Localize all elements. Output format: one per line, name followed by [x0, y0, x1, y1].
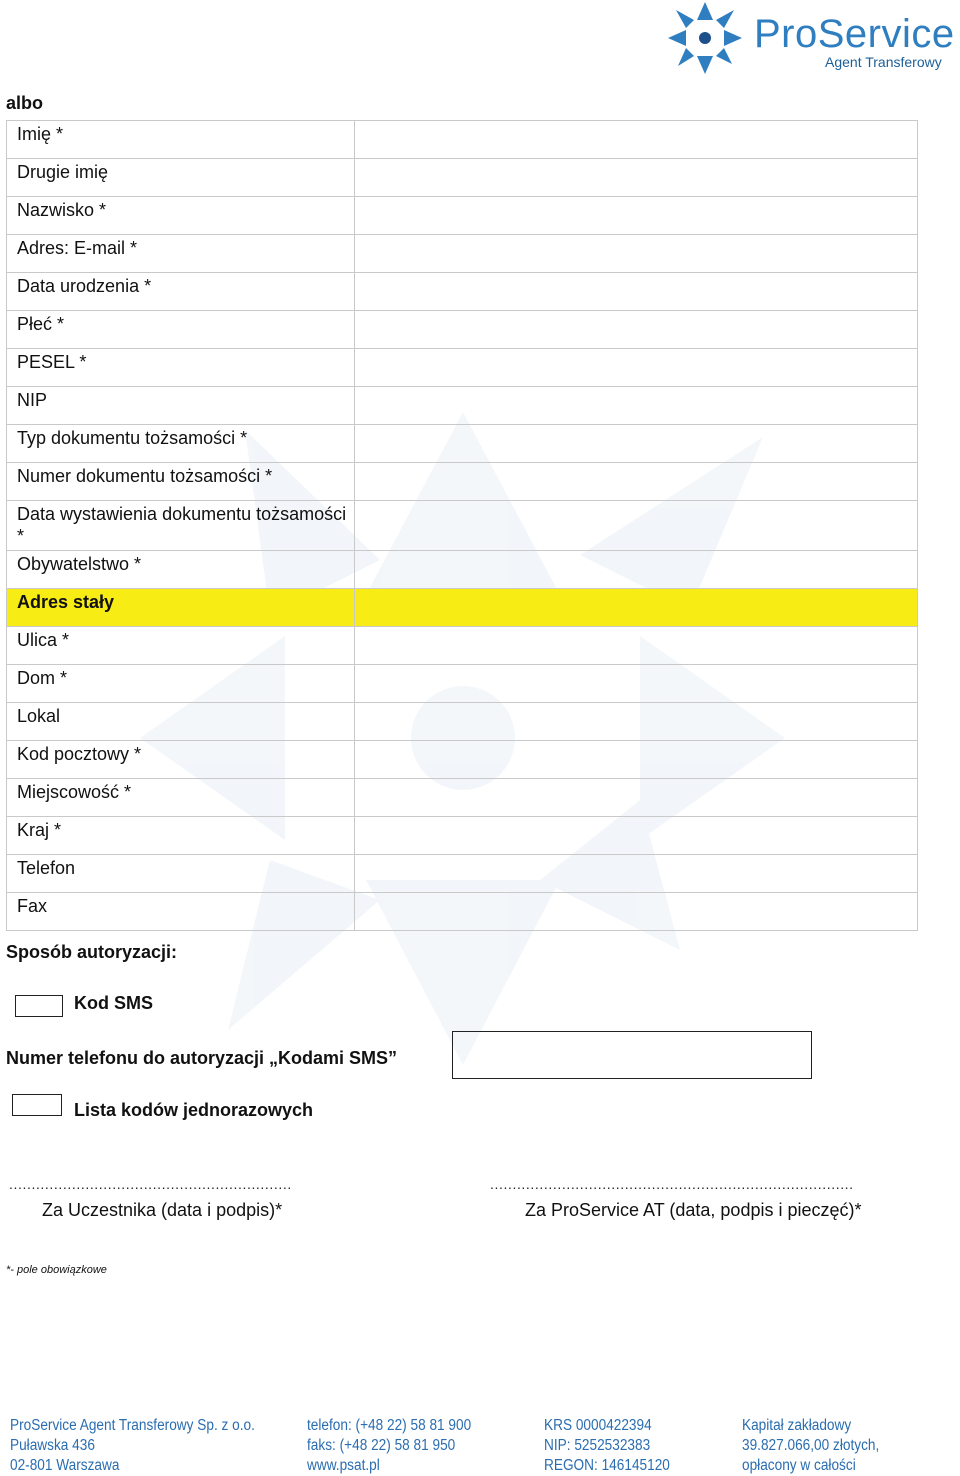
- footer-fax: faks: (+48 22) 58 81 950: [307, 1437, 456, 1454]
- form-row-label: Data wystawienia dokumentu tożsamości *: [17, 504, 347, 546]
- form-row: [7, 273, 918, 311]
- form-row: [7, 235, 918, 273]
- agent-signature-line: .................................................................................: [490, 1176, 854, 1192]
- form-row-label: Ulica *: [17, 630, 70, 650]
- albo-heading: albo: [6, 93, 44, 113]
- footer-website: www.psat.pl: [307, 1457, 380, 1474]
- form-row-label-cell: [7, 855, 355, 893]
- form-row-value-field[interactable]: [355, 197, 918, 235]
- form-row-value-field[interactable]: [355, 627, 918, 665]
- form-row-label-cell: [7, 779, 355, 817]
- form-row-value-field[interactable]: [355, 121, 918, 159]
- footer-contact: [307, 1416, 471, 1476]
- form-row-value-field[interactable]: [355, 425, 918, 463]
- agent-signature-caption: Za ProService AT (data, podpis i pieczęć)*: [525, 1200, 862, 1220]
- form-row-label: Kod pocztowy *: [17, 744, 142, 764]
- form-row: [7, 855, 918, 893]
- form-row: [7, 387, 918, 425]
- form-row: [7, 665, 918, 703]
- form-row-label-cell: [7, 463, 355, 501]
- form-row-value-field[interactable]: [355, 551, 918, 589]
- form-row: [7, 817, 918, 855]
- form-row-label-cell: [7, 551, 355, 589]
- participant-signature-line: ...............................................................: [9, 1176, 292, 1192]
- form-row-value-field[interactable]: [355, 741, 918, 779]
- footer-registry: [544, 1416, 670, 1476]
- form-row-value-field[interactable]: [355, 235, 918, 273]
- form-row-label-cell: [7, 197, 355, 235]
- form-row: [7, 779, 918, 817]
- form-row: [7, 551, 918, 589]
- form-row-label: Dom *: [17, 668, 68, 688]
- form-row: [7, 349, 918, 387]
- footer-company: [10, 1416, 255, 1476]
- form-row-value-field[interactable]: [355, 855, 918, 893]
- footer-capital: [742, 1416, 879, 1476]
- form-row-value-field[interactable]: [355, 817, 918, 855]
- star-logo-icon: [668, 2, 750, 74]
- form-row-value-field[interactable]: [355, 893, 918, 931]
- sms-phone-label: Numer telefonu do autoryzacji „Kodami SMS”: [6, 1048, 398, 1068]
- form-row-label: Adres: E-mail *: [17, 238, 138, 258]
- form-row: [7, 893, 918, 931]
- form-row-value-field[interactable]: [355, 273, 918, 311]
- form-row-label-cell: [7, 311, 355, 349]
- form-row-label: Data urodzenia *: [17, 276, 152, 296]
- form-row-value-field[interactable]: [355, 159, 918, 197]
- form-row-label: Adres stały: [17, 592, 115, 612]
- form-row-label-cell: [7, 273, 355, 311]
- form-row-label: NIP: [17, 390, 48, 410]
- form-row: [7, 197, 918, 235]
- auth-method-heading: Sposób autoryzacji:: [6, 942, 178, 962]
- footer-capital-amount: 39.827.066,00 złotych,: [742, 1437, 880, 1454]
- section-header-cell: [355, 589, 918, 627]
- footer-city: 02-801 Warszawa: [10, 1457, 120, 1474]
- form-row-label: Płeć *: [17, 314, 65, 334]
- personal-data-form: [6, 120, 918, 931]
- form-row-label-cell: [7, 349, 355, 387]
- form-row-value-field[interactable]: [355, 665, 918, 703]
- footer-street: Puławska 436: [10, 1437, 95, 1454]
- form-row-label-cell: [7, 159, 355, 197]
- footer-capital-paid: opłacony w całości: [742, 1457, 856, 1474]
- form-row-value-field[interactable]: [355, 779, 918, 817]
- form-row-label: Lokal: [17, 706, 61, 726]
- form-row-label: PESEL *: [17, 352, 87, 372]
- logo-subtitle: Agent Transferowy: [825, 54, 942, 70]
- one-time-codes-checkbox[interactable]: [12, 1094, 62, 1116]
- form-row-value-field[interactable]: [355, 703, 918, 741]
- form-row: [7, 425, 918, 463]
- form-row-label: Kraj *: [17, 820, 62, 840]
- form-row-label-cell: [7, 121, 355, 159]
- form-row-label-cell: [7, 627, 355, 665]
- form-row-label-cell: [7, 817, 355, 855]
- sms-code-checkbox[interactable]: [15, 995, 63, 1017]
- form-row: [7, 121, 918, 159]
- footer-krs: KRS 0000422394: [544, 1417, 652, 1434]
- logo-wordmark: ProService: [754, 12, 955, 56]
- form-row-label: Typ dokumentu tożsamości *: [17, 428, 248, 448]
- form-row-label-cell: [7, 665, 355, 703]
- footer-regon: REGON: 146145120: [544, 1457, 670, 1474]
- form-row-label: Nazwisko *: [17, 200, 107, 220]
- form-row-label: Miejscowość *: [17, 782, 132, 802]
- form-row-label-cell: [7, 589, 355, 627]
- footer-company-name: ProService Agent Transferowy Sp. z o.o.: [10, 1417, 255, 1434]
- form-row-value-field[interactable]: [355, 501, 918, 551]
- form-row-value-field[interactable]: [355, 387, 918, 425]
- form-row: [7, 589, 918, 627]
- form-row: [7, 627, 918, 665]
- sms-phone-field[interactable]: [452, 1031, 812, 1079]
- one-time-codes-label: Lista kodów jednorazowych: [74, 1100, 314, 1120]
- form-row-label-cell: [7, 893, 355, 931]
- form-row-value-field[interactable]: [355, 349, 918, 387]
- form-row-label-cell: [7, 387, 355, 425]
- form-row-label-cell: [7, 703, 355, 741]
- footer-nip: NIP: 5252532383: [544, 1437, 651, 1454]
- form-row: [7, 159, 918, 197]
- form-row-value-field[interactable]: [355, 311, 918, 349]
- form-row-label-cell: [7, 235, 355, 273]
- sms-code-label: Kod SMS: [74, 993, 153, 1013]
- form-row: [7, 463, 918, 501]
- form-row: [7, 741, 918, 779]
- form-row-label: Obywatelstwo *: [17, 554, 142, 574]
- form-row: [7, 311, 918, 349]
- form-row: [7, 501, 918, 551]
- form-row-label-cell: [7, 425, 355, 463]
- form-row-label-cell: [7, 501, 355, 551]
- form-row-label: Fax: [17, 896, 48, 916]
- participant-signature-caption: Za Uczestnika (data i podpis)*: [42, 1200, 283, 1220]
- required-fields-note: *- pole obowiązkowe: [6, 1264, 107, 1276]
- footer-phone: telefon: (+48 22) 58 81 900: [307, 1417, 472, 1434]
- form-row-label: Imię *: [17, 124, 64, 144]
- form-row: [7, 703, 918, 741]
- form-row-label: Drugie imię: [17, 162, 109, 182]
- proservice-logo: [668, 2, 960, 74]
- form-row-label: Numer dokumentu tożsamości *: [17, 466, 273, 486]
- form-row-value-field[interactable]: [355, 463, 918, 501]
- footer-capital-title: Kapitał zakładowy: [742, 1417, 852, 1434]
- form-row-label: Telefon: [17, 858, 76, 878]
- form-row-label-cell: [7, 741, 355, 779]
